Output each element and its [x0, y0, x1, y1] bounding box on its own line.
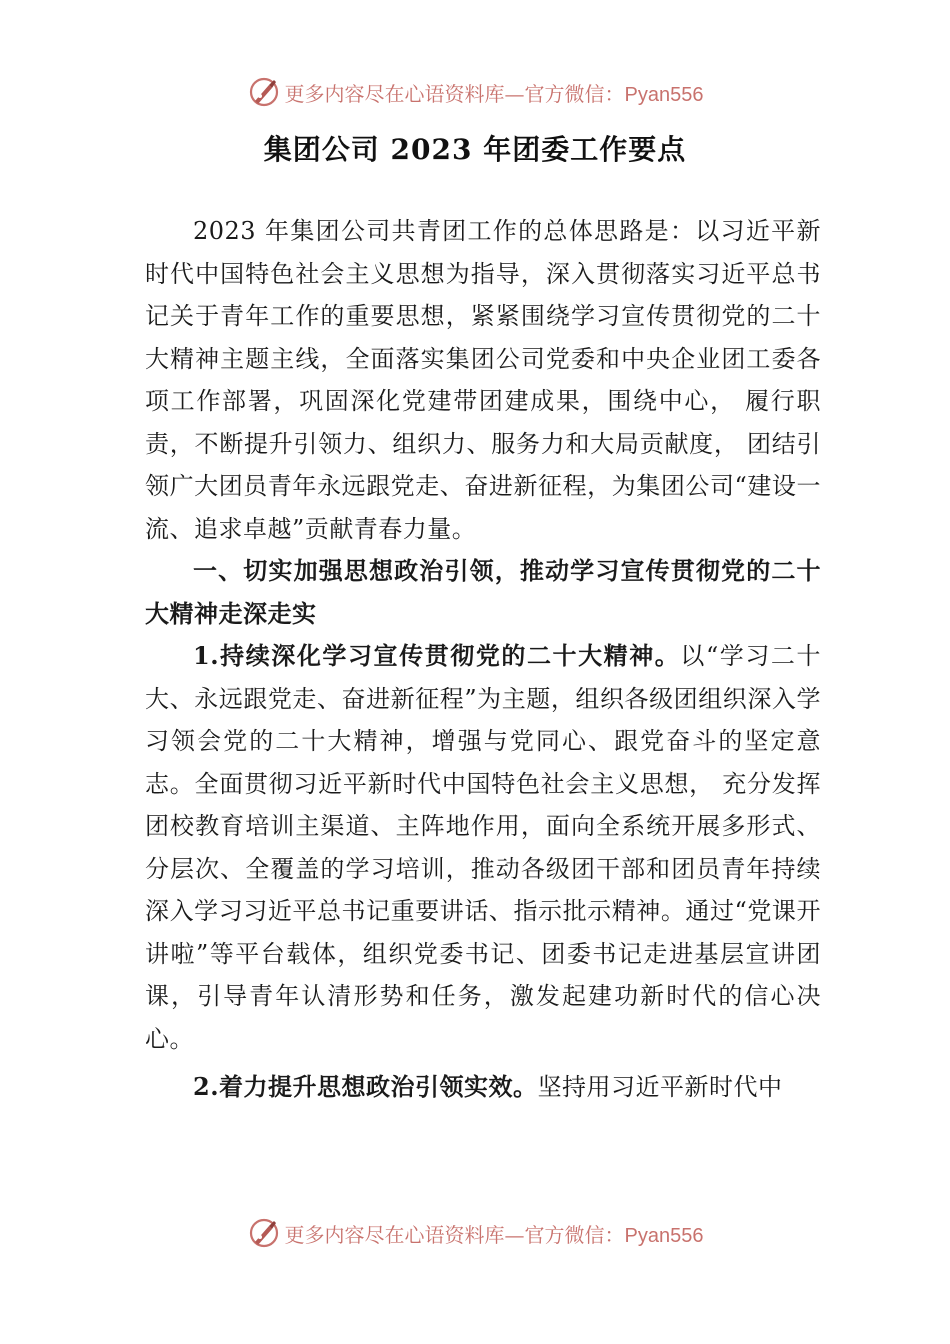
- document-title: 集团公司 2023 年团委工作要点: [263, 133, 687, 166]
- intro-paragraph: 2023 年集团公司共青团工作的总体思路是：以习近平新时代中国特色社会主义思想为指导，深入贯彻落实习近平总书记关于青年工作的重要思想，紧紧围绕学习宣传贯彻党的二十大精神主题主线，全面落实集团公司党委和中央企业团工委各项工作部署，巩固深化党建带团建成果，围绕中心， 履行职责，不断提升引领力、组织力、服务力和大局贡献度， 团结引领广大团员青年永远跟党走、奋进新征程，为集团公司“建设一流、追求卓越”贡献青春力量。: [145, 217, 821, 543]
- item-1-body: 以“学习二十大、永远跟党走、奋进新征程”为主题，组织各级团组织深入学习领会党的二十大精神，增强与党同心、跟党奋斗的坚定意志。全面贯彻习近平新时代中国特色社会主义思想， 充分发挥团校教育培训主渠道、主阵地作用，面向全系统开展多形式、分层次、全覆盖的学习培训，推动各级团干部和团员青年持续深入学习习近平总书记重要讲话、指示批示精神。通过“党课开讲啦”等平台载体，组织党委书记、团委书记走进基层宣讲团课，引导青年认清形势和任务，激发起建功新时代的信心决心。: [145, 642, 821, 1053]
- watermark-wechat-id: Pyan556: [624, 1224, 704, 1247]
- watermark-header: [0, 72, 950, 112]
- pen-logo-icon: [247, 1216, 281, 1250]
- item-2-paragraph: [145, 1066, 821, 1109]
- document-body: [145, 210, 821, 1109]
- watermark-text: 更多内容尽在心语资料库—官方微信：Pyan556: [284, 1222, 704, 1247]
- pen-logo-icon: [247, 75, 281, 109]
- item-1-paragraph: [145, 635, 821, 1060]
- item-2-lead: 2.着力提升思想政治引领实效。: [193, 1072, 538, 1101]
- item-2-body: 坚持用习近平新时代中: [537, 1073, 783, 1101]
- watermark-text: 更多内容尽在心语资料库—官方微信：Pyan556: [284, 81, 704, 106]
- section-1-heading: 一、切实加强思想政治引领，推动学习宣传贯彻党的二十大精神走深走实: [145, 557, 821, 628]
- item-1-lead: 1.持续深化学习宣传贯彻党的二十大精神。: [193, 641, 681, 670]
- watermark-footer: [0, 1213, 950, 1253]
- watermark-wechat-id: Pyan556: [624, 83, 704, 106]
